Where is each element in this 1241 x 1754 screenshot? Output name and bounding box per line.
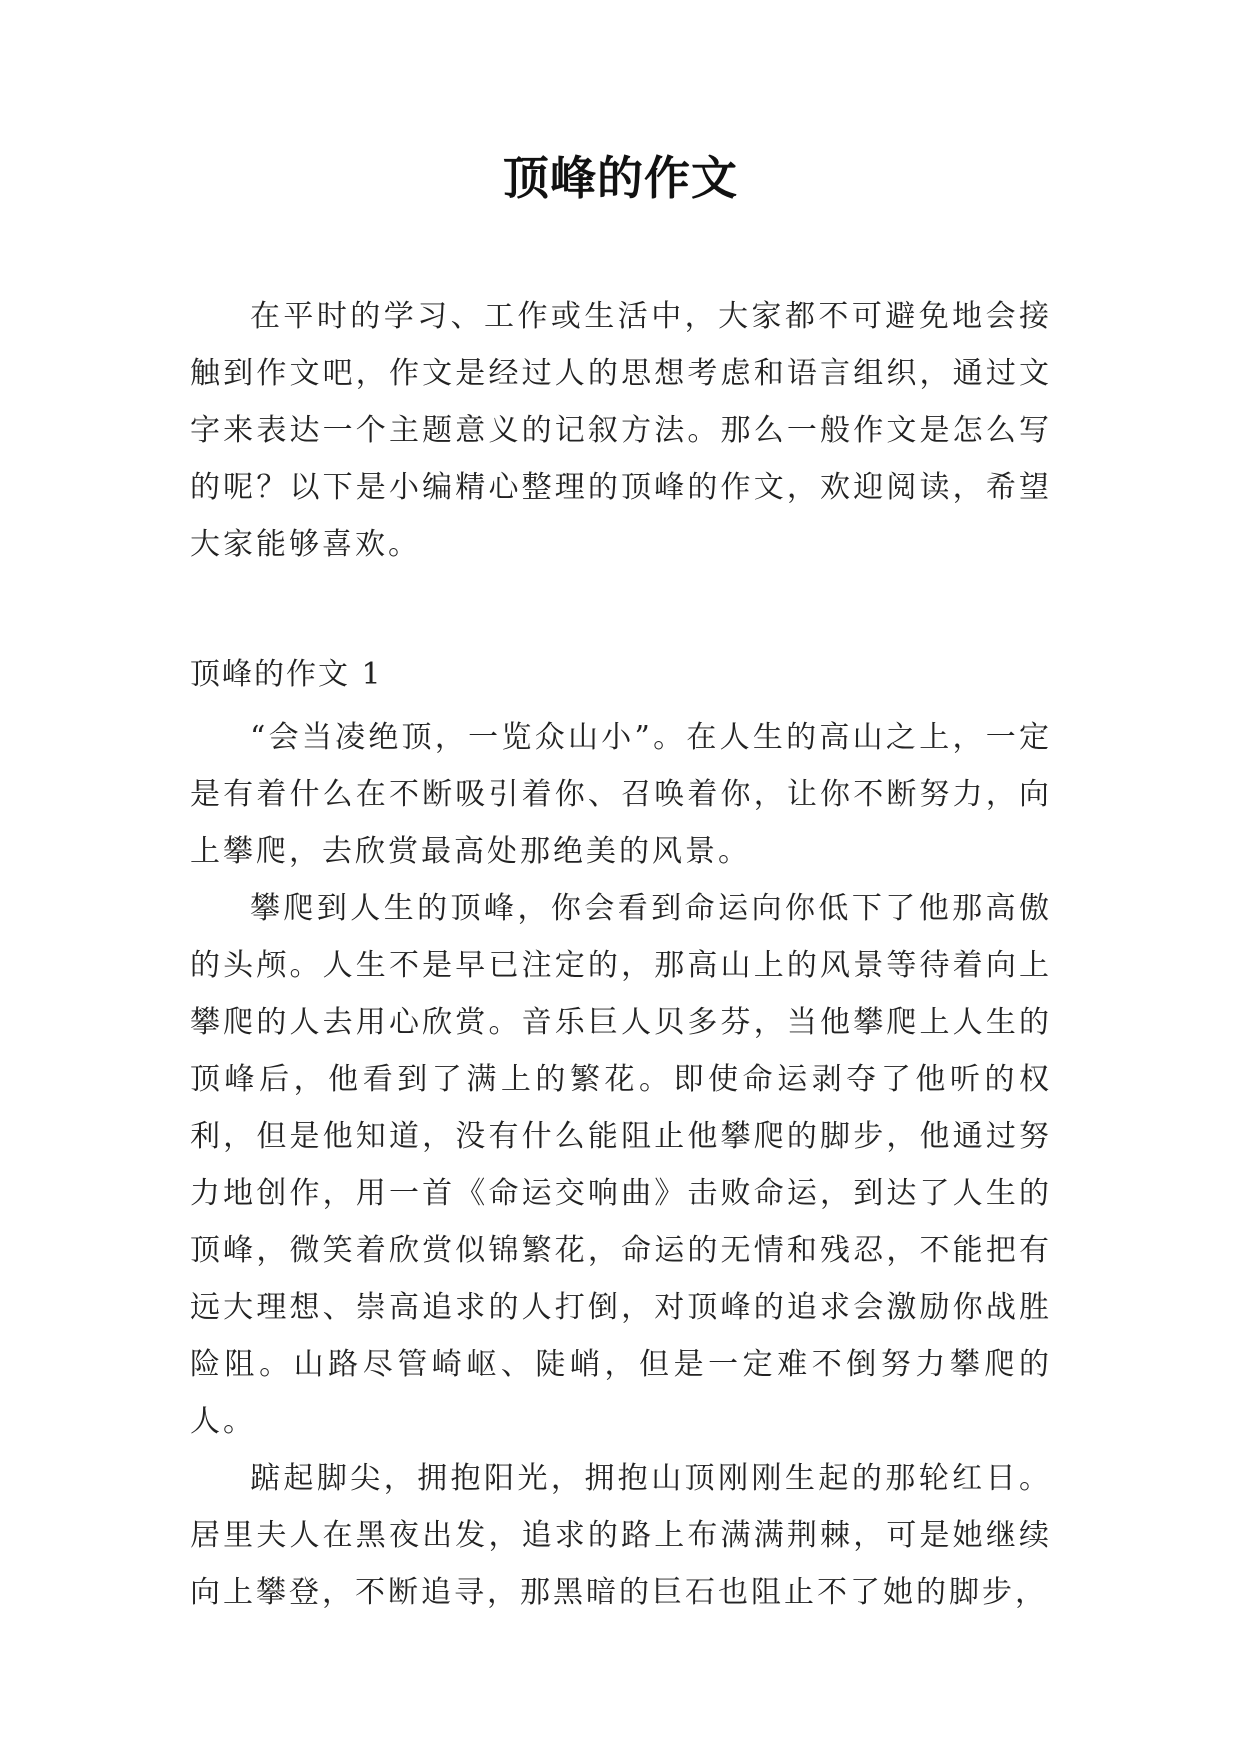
- body-paragraph-2: 攀爬到人生的顶峰，你会看到命运向你低下了他那高傲的头颅。人生不是早已注定的，那高山上的风景等待着向上攀爬的人去用心欣赏。音乐巨人贝多芬，当他攀爬上人生的顶峰后，他看到了满上的繁花。即使命运剥夺了他听的权利，但是他知道，没有什么能阻止他攀爬的脚步，他通过努力地创作，用一首《命运交响曲》击败命运，到达了人生的顶峰，微笑着欣赏似锦繁花，命运的无情和残忍，不能把有远大理想、崇高追求的人打倒，对顶峰的追求会激励你战胜险阻。山路尽管崎岖、陡峭，但是一定难不倒努力攀爬的人。: [190, 891, 1052, 1439]
- document-body: [190, 288, 1052, 1621]
- document-title: 顶峰的作文: [503, 151, 738, 205]
- section-heading: 顶峰的作文 1: [190, 657, 383, 692]
- body-paragraph-3: 踮起脚尖，拥抱阳光，拥抱山顶刚刚生起的那轮红日。居里夫人在黑夜出发，追求的路上布满满荆棘，可是她继续向上攀登，不断追寻，那黑暗的巨石也阻止不了她的脚步，: [190, 1461, 1052, 1610]
- body-paragraph-1: “会当凌绝顶，一览众山小”。在人生的高山之上，一定是有着什么在不断吸引着你、召唤着你，让你不断努力，向上攀爬，去欣赏最高处那绝美的风景。: [190, 720, 1052, 869]
- intro-paragraph: 在平时的学习、工作或生活中，大家都不可避免地会接触到作文吧，作文是经过人的思想考虑和语言组织，通过文字来表达一个主题意义的记叙方法。那么一般作文是怎么写的呢？以下是小编精心整理的顶峰的作文，欢迎阅读，希望大家能够喜欢。: [190, 299, 1052, 562]
